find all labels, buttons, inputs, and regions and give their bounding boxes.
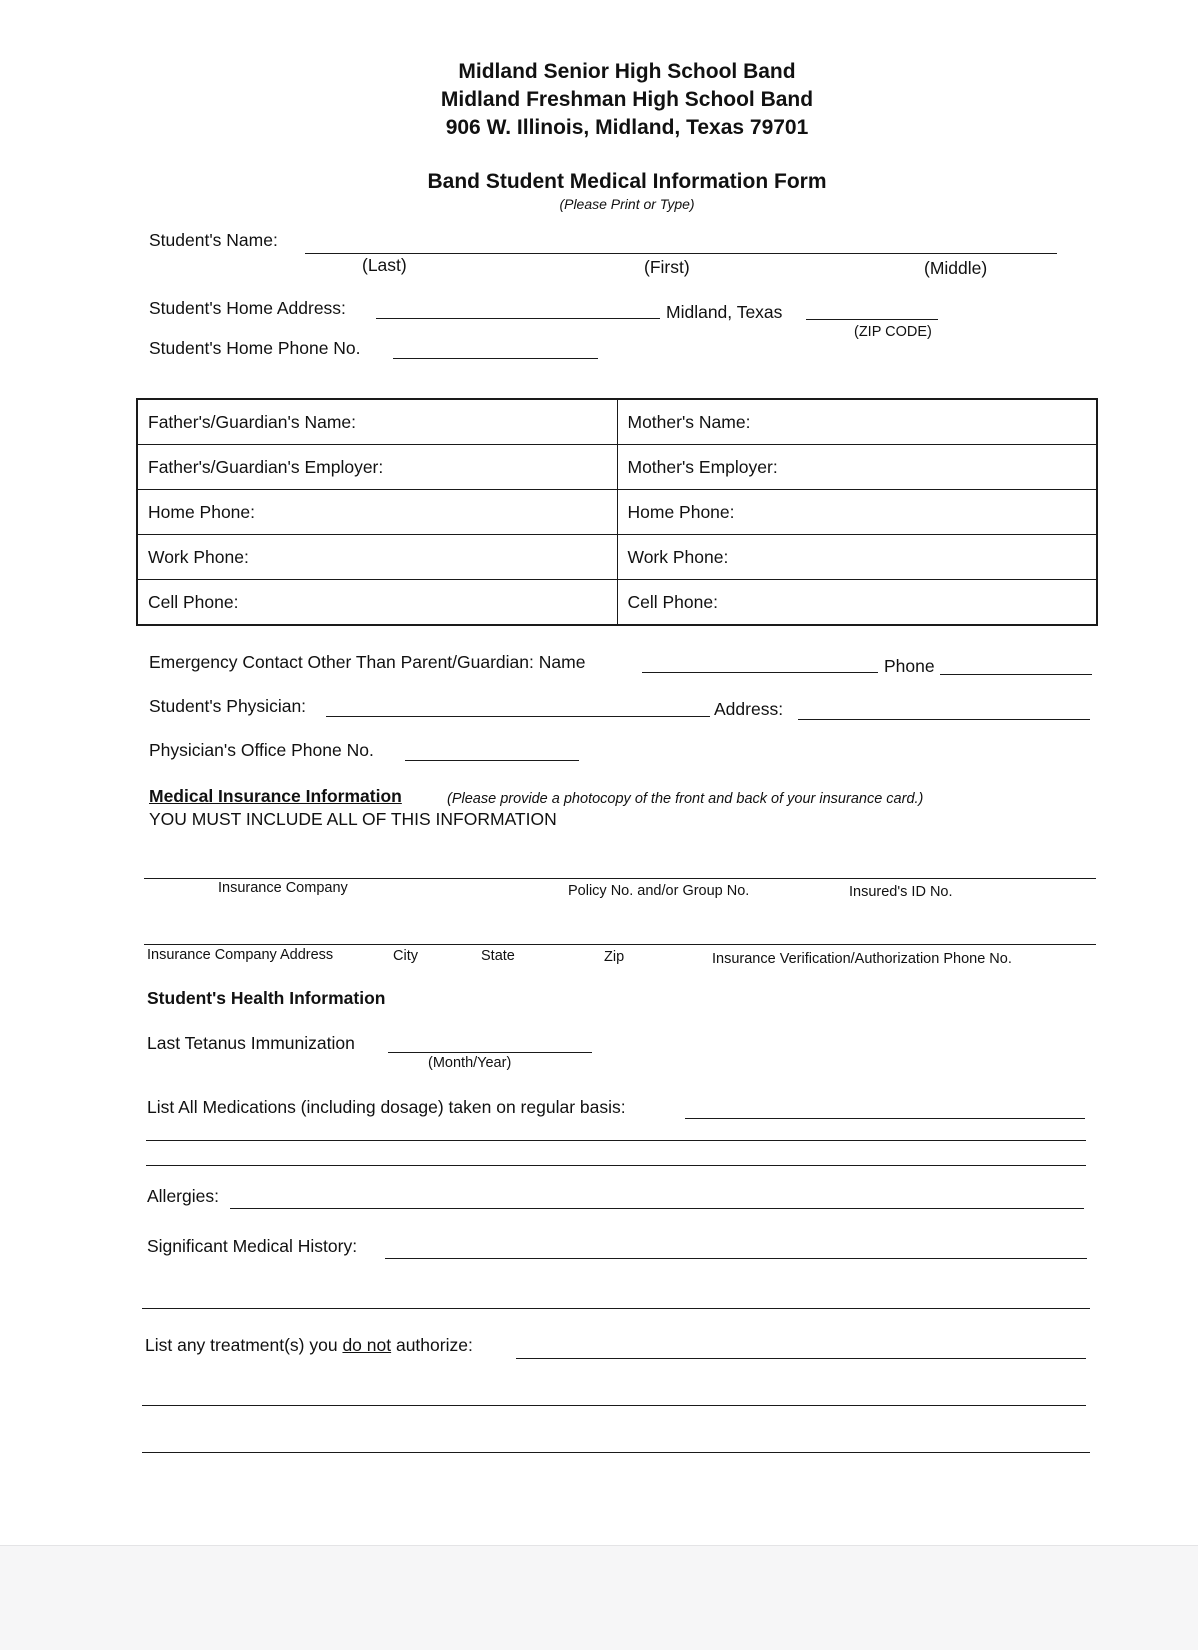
student-name-field[interactable] [305, 253, 1057, 254]
insurance-city-hint: City [393, 948, 418, 964]
father-employer-cell[interactable]: Father's/Guardian's Employer: [137, 445, 617, 490]
medical-history-field-1[interactable] [385, 1258, 1087, 1259]
allergies-label: Allergies: [147, 1186, 219, 1206]
medications-label: List All Medications (including dosage) taken on regular basis: [147, 1097, 626, 1117]
middle-name-hint: (Middle) [924, 258, 988, 278]
insurance-address-row-line[interactable] [144, 944, 1096, 945]
physician-address-field[interactable] [798, 719, 1090, 720]
treatment-field-1[interactable] [516, 1358, 1086, 1359]
home-phone-label: Student's Home Phone No. [149, 338, 361, 358]
medications-field-3[interactable] [146, 1165, 1086, 1166]
medications-field-2[interactable] [146, 1140, 1086, 1141]
school-name-freshman: Midland Freshman High School Band [440, 88, 814, 111]
physician-name-field[interactable] [326, 716, 710, 717]
table-row [137, 490, 1097, 535]
physician-phone-field[interactable] [405, 760, 579, 761]
father-work-phone-cell[interactable]: Work Phone: [137, 535, 617, 580]
tetanus-field[interactable] [388, 1052, 592, 1053]
medical-history-field-2[interactable] [142, 1308, 1090, 1309]
treatment-field-3[interactable] [142, 1452, 1090, 1453]
insurance-company-row-line[interactable] [144, 878, 1096, 879]
father-cell-phone-cell[interactable]: Cell Phone: [137, 580, 617, 626]
first-name-hint: (First) [644, 257, 690, 277]
father-home-phone-cell[interactable]: Home Phone: [137, 490, 617, 535]
physician-label: Student's Physician: [149, 696, 307, 716]
physician-address-label: Address: [714, 699, 784, 719]
mother-name-cell[interactable]: Mother's Name: [617, 399, 1097, 445]
medications-field-1[interactable] [685, 1118, 1085, 1119]
insurance-heading: Medical Insurance Information [149, 786, 402, 806]
zip-code-hint: (ZIP CODE) [854, 324, 932, 340]
emergency-contact-label: Emergency Contact Other Than Parent/Guardian: Name [149, 652, 586, 672]
city-label: Midland, Texas [666, 302, 783, 322]
scan-margin [0, 1545, 1198, 1650]
emergency-phone-field[interactable] [940, 674, 1092, 675]
home-address-label: Student's Home Address: [149, 298, 346, 318]
treatment-field-2[interactable] [142, 1405, 1086, 1406]
table-row [137, 580, 1097, 626]
emergency-contact-name-field[interactable] [642, 672, 878, 673]
guardian-table [136, 398, 1098, 626]
emergency-phone-label: Phone [884, 656, 935, 676]
table-row [137, 535, 1097, 580]
health-heading: Student's Health Information [147, 988, 386, 1008]
school-address: 906 W. Illinois, Midland, Texas 79701 [445, 116, 809, 139]
insurance-state-hint: State [481, 948, 515, 964]
home-address-field[interactable] [376, 318, 660, 319]
mother-work-phone-cell[interactable]: Work Phone: [617, 535, 1097, 580]
medical-history-label: Significant Medical History: [147, 1236, 358, 1256]
treatment-label: List any treatment(s) you do not authorize: [145, 1335, 473, 1355]
tetanus-hint: (Month/Year) [428, 1055, 512, 1071]
zip-code-field[interactable] [806, 319, 938, 320]
policy-number-hint: Policy No. and/or Group No. [568, 883, 750, 899]
tetanus-label: Last Tetanus Immunization [147, 1033, 355, 1053]
mother-home-phone-cell[interactable]: Home Phone: [617, 490, 1097, 535]
insurance-company-hint: Insurance Company [218, 880, 348, 896]
home-phone-field[interactable] [393, 358, 598, 359]
last-name-hint: (Last) [362, 255, 407, 275]
physician-phone-label: Physician's Office Phone No. [149, 740, 374, 760]
insured-id-hint: Insured's ID No. [849, 884, 953, 900]
insurance-zip-hint: Zip [604, 949, 625, 965]
mother-employer-cell[interactable]: Mother's Employer: [617, 445, 1097, 490]
form-subtitle: (Please Print or Type) [559, 196, 695, 212]
father-name-cell[interactable]: Father's/Guardian's Name: [137, 399, 617, 445]
insurance-must-include: YOU MUST INCLUDE ALL OF THIS INFORMATION [149, 809, 557, 829]
mother-cell-phone-cell[interactable]: Cell Phone: [617, 580, 1097, 626]
insurance-address-hint: Insurance Company Address [147, 947, 334, 963]
student-name-label: Student's Name: [149, 230, 278, 250]
table-row [137, 399, 1097, 445]
allergies-field[interactable] [230, 1208, 1084, 1209]
insurance-verification-phone-hint: Insurance Verification/Authorization Phone No. [712, 951, 1012, 967]
table-row [137, 445, 1097, 490]
insurance-note: (Please provide a photocopy of the front and back of your insurance card.) [447, 791, 924, 807]
form-title: Band Student Medical Information Form [427, 170, 827, 193]
school-name-senior: Midland Senior High School Band [458, 60, 796, 83]
